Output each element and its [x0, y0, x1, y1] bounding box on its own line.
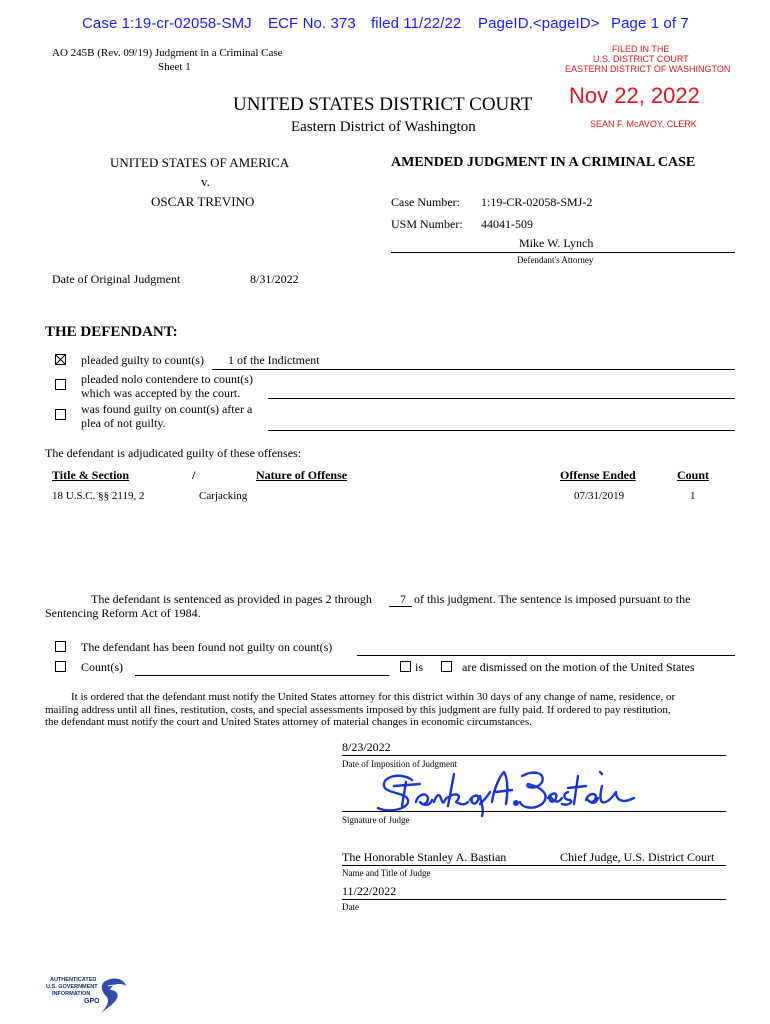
pleaded-guilty-counts: 1 of the Indictment — [228, 353, 320, 367]
plaintiff: UNITED STATES OF AMERICA — [110, 155, 290, 170]
pleaded-guilty-line — [212, 369, 735, 370]
found-guilty-line2: plea of not guilty. — [81, 416, 166, 430]
is-label: is — [415, 660, 424, 674]
not-guilty-checkbox[interactable] — [55, 641, 66, 652]
ecf-filed-date: filed 11/22/22 — [371, 15, 462, 32]
not-guilty-line — [357, 655, 735, 656]
order-line1: It is ordered that the defendant must notify the United States attorney for this district within 30 days of any change of name, residence, or — [71, 691, 676, 703]
col-nature-offense: Nature of Offense — [256, 468, 348, 482]
counts-checkbox[interactable] — [55, 661, 66, 672]
pleaded-guilty-label: pleaded guilty to count(s) — [81, 353, 204, 367]
ecf-page-id: PageID.<pageID> — [478, 15, 600, 32]
sentencing-part1: The defendant is sentenced as provided in pages 2 through — [91, 592, 372, 606]
filed-stamp-line3: EASTERN DISTRICT OF WASHINGTON — [565, 64, 731, 74]
nolo-label-line1: pleaded nolo contendere to count(s) — [81, 372, 253, 386]
signature-date-caption: Date — [342, 902, 359, 912]
offense-title: 18 U.S.C. §§ 2119, 2 — [52, 490, 145, 502]
offense-count: 1 — [690, 490, 696, 502]
is-checkbox[interactable] — [400, 661, 411, 672]
filed-stamp-clerk: SEAN F. McAVOY, CLERK — [590, 119, 697, 129]
ecf-case-number: Case 1:19-cr-02058-SMJ — [82, 15, 252, 32]
filed-stamp-line2: U.S. DISTRICT COURT — [593, 54, 689, 64]
defendant-name: OSCAR TREVINO — [151, 194, 255, 209]
order-line2: mailing address until all fines, restitution, costs, and special assessments imposed by this judgment are fully paid. If ordered to pay restitution, — [45, 704, 671, 716]
judge-signature — [372, 762, 637, 818]
gpo-text-1: AUTHENTICATED — [50, 977, 97, 983]
the-defendant-heading: THE DEFENDANT: — [45, 324, 178, 340]
judge-name: The Honorable Stanley A. Bastian — [342, 850, 507, 864]
offense-ended: 07/31/2019 — [574, 490, 625, 502]
found-guilty-line — [268, 430, 735, 431]
order-line3: the defendant must notify the court and United States attorney of material changes in economic circumstances. — [45, 716, 532, 728]
sentencing-pages: 7 — [400, 592, 406, 606]
nolo-label-line2: which was accepted by the court. — [81, 386, 241, 400]
judge-name-caption: Name and Title of Judge — [342, 868, 431, 878]
ecf-number: ECF No. 373 — [268, 15, 356, 32]
signature-date: 11/22/2022 — [342, 884, 397, 898]
original-judgment-date: 8/31/2022 — [250, 272, 299, 286]
found-guilty-line1: was found guilty on count(s) after a — [81, 402, 253, 416]
case-number-label: Case Number: — [391, 195, 460, 209]
imposition-line — [342, 755, 726, 756]
signature-caption: Signature of Judge — [342, 815, 410, 825]
defendant-attorney: Mike W. Lynch — [519, 236, 594, 250]
gpo-text-3: INFORMATION — [52, 991, 91, 997]
nolo-line — [268, 398, 735, 399]
col-title-section: Title & Section — [52, 468, 130, 482]
signature-date-line — [342, 899, 726, 900]
imposition-date: 8/23/2022 — [342, 740, 391, 754]
found-guilty-checkbox[interactable] — [55, 409, 66, 420]
nolo-contendere-checkbox[interactable] — [55, 379, 66, 390]
judge-name-line — [342, 865, 726, 866]
sentencing-part2: of this judgment. The sentence is imposed pursuant to the — [414, 592, 691, 606]
counts-line — [135, 675, 389, 676]
offense-nature: Carjacking — [199, 490, 248, 502]
versus: v. — [201, 174, 210, 189]
filed-stamp-date: Nov 22, 2022 — [569, 83, 700, 108]
offenses-intro: The defendant is adjudicated guilty of these offenses: — [45, 446, 302, 460]
sentencing-pages-line — [389, 606, 412, 607]
case-number: 1:19-CR-02058-SMJ-2 — [481, 195, 593, 209]
ecf-page-number: Page 1 of 7 — [611, 15, 689, 32]
col-offense-ended: Offense Ended — [560, 468, 636, 482]
gpo-text-2: U.S. GOVERNMENT — [46, 984, 98, 990]
form-sheet: Sheet 1 — [158, 61, 191, 73]
gpo-authenticated-logo — [44, 976, 130, 1018]
attorney-line — [391, 252, 735, 253]
original-judgment-label: Date of Original Judgment — [52, 272, 181, 286]
col-count: Count — [677, 468, 710, 482]
sentencing-line2: Sentencing Reform Act of 1984. — [45, 606, 201, 620]
court-name: UNITED STATES DISTRICT COURT — [233, 94, 533, 115]
usm-label: USM Number: — [391, 217, 463, 231]
judgment-title: AMENDED JUDGMENT IN A CRIMINAL CASE — [391, 155, 696, 170]
eagle-icon — [98, 976, 128, 1016]
counts-label: Count(s) — [81, 660, 123, 674]
signature-line — [342, 811, 726, 812]
form-id: AO 245B (Rev. 09/19) Judgment in a Criminal Case — [52, 47, 283, 59]
judge-title: Chief Judge, U.S. District Court — [560, 850, 715, 864]
gpo-mark: GPO — [84, 998, 100, 1005]
pleaded-guilty-checkbox[interactable] — [55, 354, 66, 365]
usm-number: 44041-509 — [481, 217, 533, 231]
filed-stamp-line1: FILED IN THE — [612, 44, 670, 54]
are-dismissed-label: are dismissed on the motion of the United States — [462, 660, 695, 674]
not-guilty-label: The defendant has been found not guilty on count(s) — [81, 640, 333, 654]
are-checkbox[interactable] — [441, 661, 452, 672]
imposition-caption: Date of Imposition of Judgment — [342, 759, 457, 769]
court-district: Eastern District of Washington — [291, 119, 476, 135]
attorney-caption: Defendant's Attorney — [517, 255, 594, 265]
col-slash: / — [192, 468, 196, 482]
